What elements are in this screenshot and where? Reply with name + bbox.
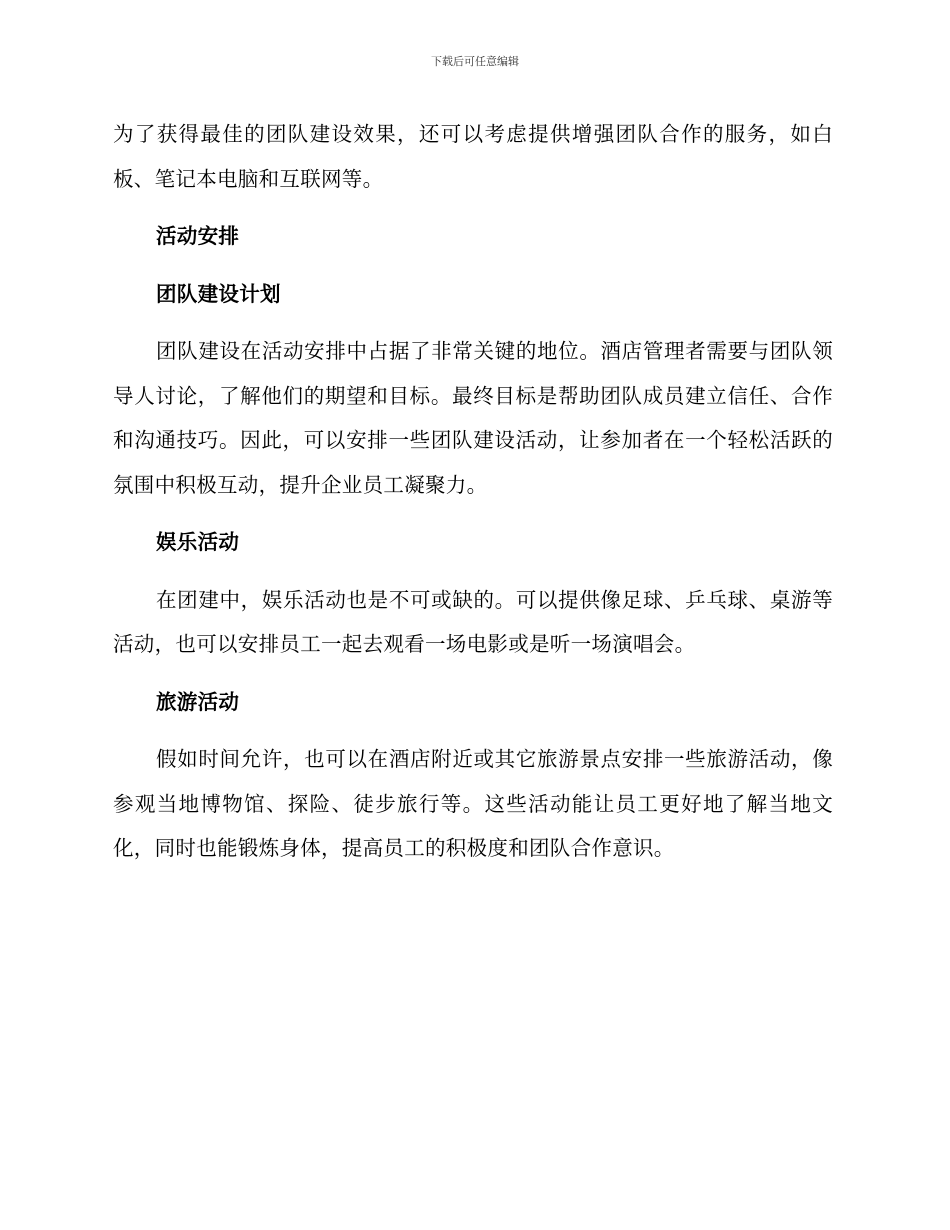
paragraph-travel: 假如时间允许，也可以在酒店附近或其它旅游景点安排一些旅游活动，像参观当地博物馆、探险、徒步旅行等。这些活动能让员工更好地了解当地文化，同时也能锻炼身体，提高员工的积极度和团队合作意识。 [113, 747, 833, 860]
intro-paragraph: 为了获得最佳的团队建设效果，还可以考虑提供增强团队合作的服务，如白板、笔记本电脑和互联网等。 [113, 122, 833, 191]
subsection-heading-team-building: 团队建设计划 [156, 281, 281, 306]
subsection-heading-travel: 旅游活动 [156, 689, 240, 714]
page-header: 下载后可任意编辑 [431, 55, 519, 68]
subsection-heading-entertainment: 娱乐活动 [156, 530, 240, 554]
section-heading: 活动安排 [156, 224, 240, 248]
paragraph-team-building: 团队建设在活动安排中占据了非常关键的地位。酒店管理者需要与团队领导人讨论，了解他们的期望和目标。最终目标是帮助团队成员建立信任、合作和沟通技巧。因此，可以安排一些团队建设活动，让参加者在一个轻松活跃的氛围中积极互动，提升企业员工凝聚力。 [113, 339, 833, 497]
document-body [113, 112, 833, 884]
paragraph-entertainment: 在团建中，娱乐活动也是不可或缺的。可以提供像足球、乒乓球、桌游等活动，也可以安排员工一起去观看一场电影或是听一场演唱会。 [113, 587, 833, 656]
